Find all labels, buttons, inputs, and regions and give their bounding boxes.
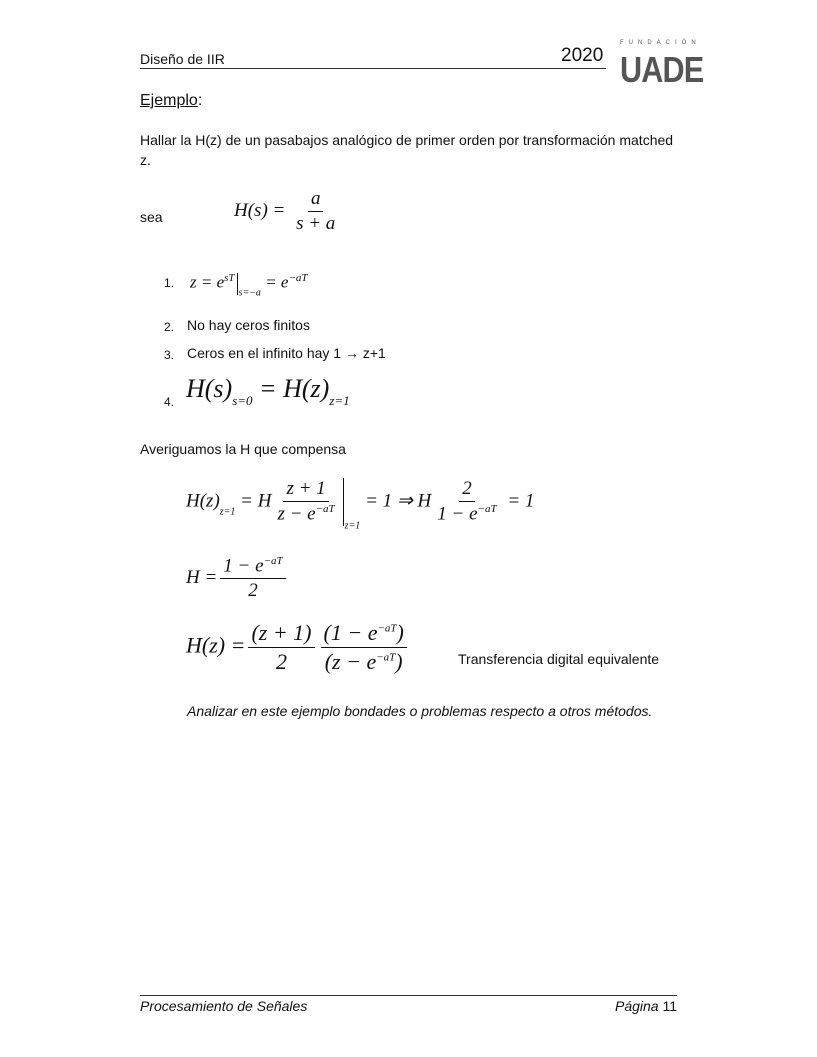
- list-eq-4: [186, 374, 350, 409]
- eq-part: = H: [240, 490, 272, 512]
- list-text: Ceros en el infinito hay 1 → z+1: [187, 345, 386, 361]
- header-title: Diseño de IIR: [140, 51, 225, 67]
- eq-den: z − e: [277, 503, 316, 525]
- eq-sub: s=0: [232, 393, 253, 408]
- eq-hs: [234, 188, 341, 235]
- eq-1: [186, 478, 534, 531]
- eq-den: 2: [275, 649, 287, 674]
- eq3-label: Transferencia digital equivalente: [458, 651, 660, 667]
- sea-label: sea: [140, 209, 163, 225]
- eq-part: = e: [265, 272, 289, 292]
- eq-num: ): [396, 620, 404, 645]
- eq-3: [186, 620, 410, 675]
- footer-rule: [140, 995, 677, 996]
- footer-left: Procesamiento de Señales: [140, 998, 308, 1014]
- eq-num: z + 1: [283, 478, 328, 502]
- eq-sup: −aT: [263, 555, 283, 567]
- eq-sup: −aT: [376, 651, 396, 664]
- eq-sub: z=1: [219, 506, 236, 518]
- eq-num: (1 − e: [323, 620, 378, 645]
- footer-page: [615, 998, 677, 1014]
- eq-num: a: [308, 188, 324, 212]
- eq-den: (z − e: [324, 649, 377, 674]
- eq-sup: −aT: [477, 503, 497, 516]
- eq-part: H(z) =: [186, 632, 246, 658]
- list-number: 4.: [164, 395, 175, 409]
- list-text: No hay ceros finitos: [187, 317, 310, 333]
- list-eq-1: [190, 272, 308, 299]
- eq-sup: sT: [224, 272, 235, 284]
- page-number: 11: [662, 998, 678, 1014]
- eq-num: (z + 1): [248, 620, 314, 648]
- eq-part: H(z): [186, 490, 220, 512]
- eq-den: 2: [248, 580, 258, 602]
- list-number: 1.: [164, 276, 175, 290]
- header-rule: [140, 68, 606, 69]
- eq-part: H(s): [186, 374, 233, 403]
- heading-colon: :: [197, 92, 203, 109]
- list-number: 3.: [164, 348, 175, 362]
- heading: [140, 92, 202, 110]
- heading-text: Ejemplo: [140, 92, 198, 109]
- eq-part: = 1 ⇒ H: [365, 490, 432, 512]
- eq-sup: −aT: [377, 622, 397, 635]
- eq-den: ): [395, 649, 403, 674]
- eq-2: [186, 555, 289, 602]
- intro-text: Hallar la H(z) de un pasabajos analógico de primer orden por transformación matched z.: [140, 132, 674, 168]
- eq-num: 1 − e: [223, 555, 264, 577]
- logo-main: UADE: [620, 49, 704, 90]
- header-year: 2020: [561, 45, 604, 66]
- averiguamos-text: Averiguamos la H que compensa: [140, 441, 346, 457]
- eq-sup: −aT: [288, 272, 308, 284]
- note-text: Analizar en este ejemplo bondades o problemas respecto a otros métodos.: [187, 703, 653, 719]
- eq-num: 2: [459, 478, 475, 502]
- eq-sub: s=−a: [238, 287, 261, 299]
- eq-den: s + a: [296, 213, 336, 234]
- eq-lhs: H(s) =: [234, 199, 286, 221]
- eq-part: = H(z): [259, 374, 330, 403]
- eq-part: = 1: [507, 490, 535, 512]
- eq-part: z = e: [190, 272, 225, 292]
- eq-den: 1 − e: [437, 503, 478, 525]
- page-label: Página: [615, 998, 659, 1014]
- logo-top: FUNDACIÓN: [620, 40, 701, 46]
- eq-sub: z=1: [329, 393, 350, 408]
- eq-sup: −aT: [315, 503, 335, 516]
- list-number: 2.: [164, 320, 175, 334]
- eq-part: H =: [186, 567, 218, 589]
- eq-sub: z=1: [344, 520, 361, 532]
